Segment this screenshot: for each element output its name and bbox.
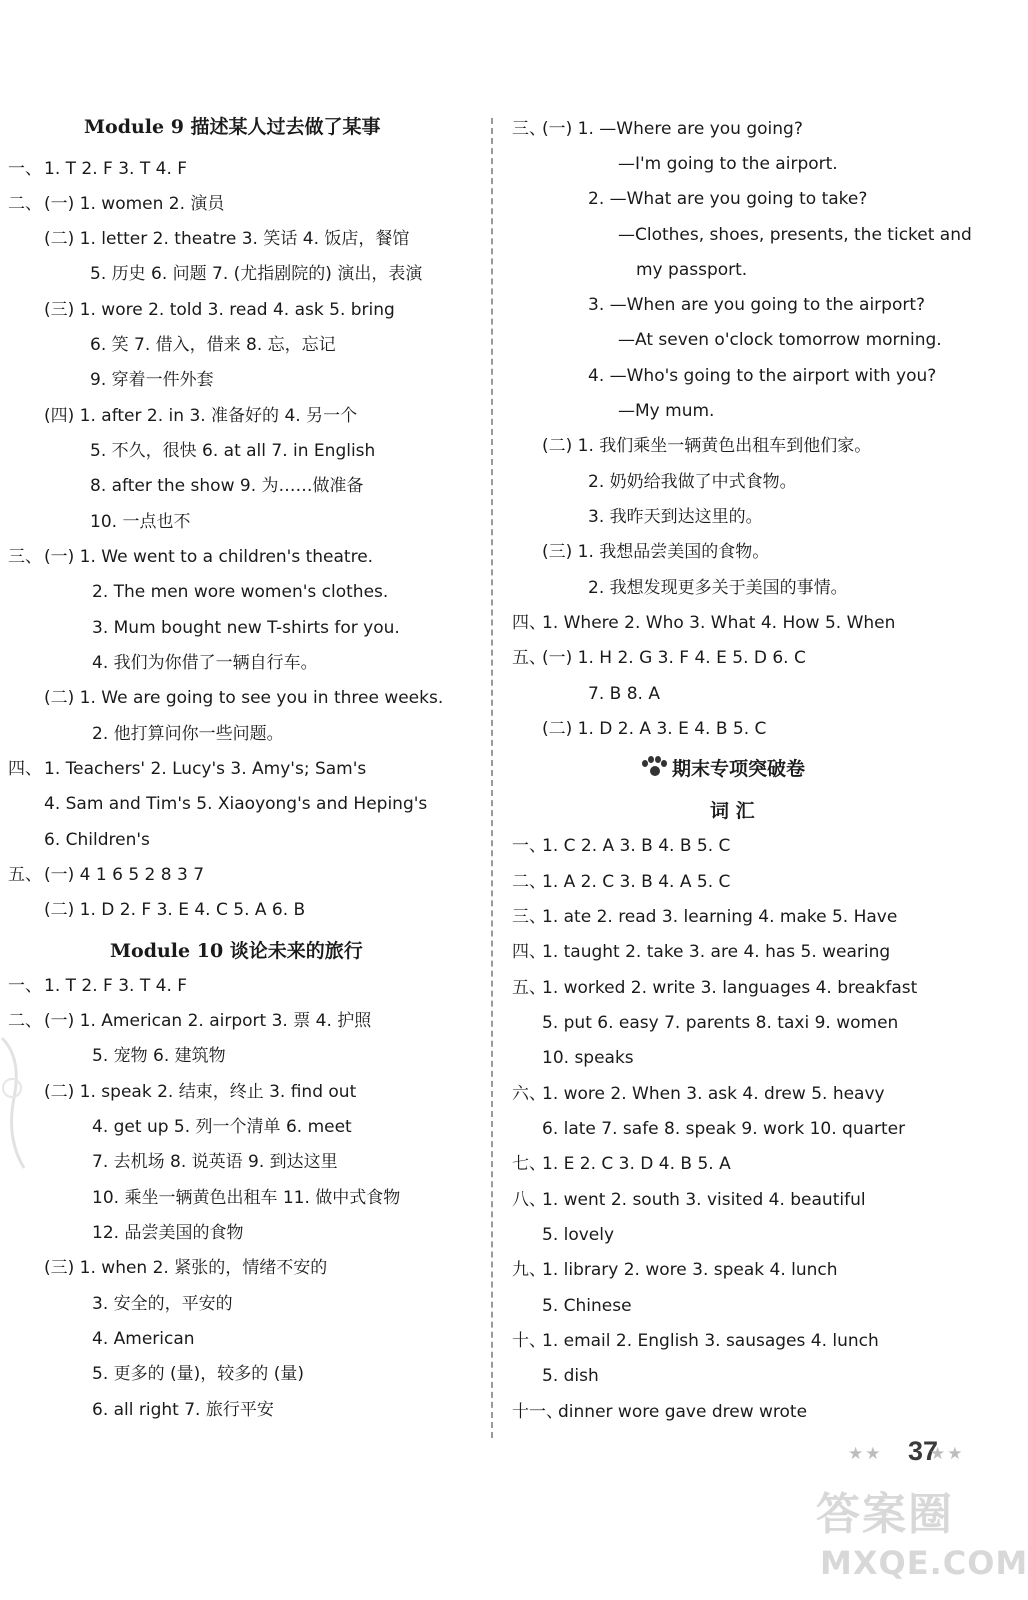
answer-line: 1. T 2. F 3. T 4. F [44,159,188,179]
question-number: 五、 [8,865,42,885]
answer-line: (一) 1. We went to a children's theatre. [44,547,374,567]
answer-line: 5. Chinese [542,1296,632,1316]
answer-line: 5. 历史 6. 问题 7. (尤指剧院的) 演出，表演 [90,264,423,284]
answer-line: 2. The men wore women's clothes. [92,582,389,602]
answer-line: 3. —When are you going to the airport? [588,295,926,315]
question-number: 十一、 [512,1402,563,1422]
answer-line: 10. 乘坐一辆黄色出租车 11. 做中式食物 [92,1188,401,1208]
question-number: 七、 [512,1154,546,1174]
answer-line: (二) 1. D 2. F 3. E 4. C 5. A 6. B [44,900,306,920]
answer-line: 6. 笑 7. 借入，借来 8. 忘，忘记 [90,335,336,355]
answer-line: 5. lovely [542,1225,615,1245]
answer-line: 12. 品尝美国的食物 [92,1223,244,1243]
answer-line: 4. —Who's going to the airport with you? [588,366,937,386]
answer-line: 2. —What are you going to take? [588,189,868,209]
question-number: 八、 [512,1190,546,1210]
subheading: 词 汇 [710,800,755,822]
answer-line: 4. Sam and Tim's 5. Xiaoyong's and Heping's [44,794,428,814]
answer-line: (一) 1. H 2. G 3. F 4. E 5. D 6. C [542,648,806,668]
answer-line: 9. 穿着一件外套 [90,370,214,390]
answer-line: —My mum. [618,401,715,421]
answer-line: 2. 奶奶给我做了中式食物。 [588,472,797,492]
answer-line: (三) 1. wore 2. told 3. read 4. ask 5. bring [44,300,395,320]
answer-line: my passport. [636,260,748,280]
answer-line: 3. 安全的，平安的 [92,1294,233,1314]
answer-line: (四) 1. after 2. in 3. 准备好的 4. 另一个 [44,406,358,426]
question-number: 一、 [512,836,546,856]
answer-line: 1. wore 2. When 3. ask 4. drew 5. heavy [542,1084,885,1104]
answer-line: 3. 我昨天到达这里的。 [588,507,763,527]
question-number: 六、 [512,1084,546,1104]
answer-line: (一) 1. women 2. 演员 [44,194,225,214]
answer-line: 1. T 2. F 3. T 4. F [44,976,188,996]
answer-line: 1. taught 2. take 3. are 4. has 5. wearing [542,942,891,962]
answer-line: 1. library 2. wore 3. speak 4. lunch [542,1260,838,1280]
answer-line: (二) 1. We are going to see you in three weeks. [44,688,444,708]
answer-line: 8. after the show 9. 为……做准备 [90,476,364,496]
answer-line: 6. all right 7. 旅行平安 [92,1400,274,1420]
question-number: 四、 [8,759,42,779]
answer-line: 10. speaks [542,1048,634,1068]
answer-line: 10. 一点也不 [90,512,191,532]
answer-line: 4. American [92,1329,195,1349]
answer-line: 5. 更多的 (量)，较多的 (量) [92,1364,304,1384]
answer-line: dinner wore gave drew wrote [558,1402,808,1422]
answer-line: 5. put 6. easy 7. parents 8. taxi 9. women [542,1013,899,1033]
answer-line: 3. Mum bought new T-shirts for you. [92,618,400,638]
answer-line: 5. dish [542,1366,599,1386]
answer-line: 1. email 2. English 3. sausages 4. lunch [542,1331,879,1351]
answer-line: 5. 宠物 6. 建筑物 [92,1046,226,1066]
question-number: 九、 [512,1260,546,1280]
question-number: 三、 [512,907,546,927]
answer-line: 6. late 7. safe 8. speak 9. work 10. quarter [542,1119,906,1139]
answer-line: 1. A 2. C 3. B 4. A 5. C [542,872,731,892]
answer-line: 6. Children's [44,830,150,850]
module-heading: Module 9 描述某人过去做了某事 [84,116,381,138]
answer-line: (二) 1. D 2. A 3. E 4. B 5. C [542,719,767,739]
answer-line: (三) 1. when 2. 紧张的，情绪不安的 [44,1258,328,1278]
answer-line: —I'm going to the airport. [618,154,838,174]
answer-line: 2. 我想发现更多关于美国的事情。 [588,578,848,598]
column-divider [491,118,493,1438]
answer-line: —Clothes, shoes, presents, the ticket and [618,225,972,245]
answer-line: (一) 1. American 2. airport 3. 票 4. 护照 [44,1011,372,1031]
star-icon-right: ★★ [930,1444,965,1464]
answer-line: (一) 4 1 6 5 2 8 3 7 [44,865,205,885]
answer-line: 7. 去机场 8. 说英语 9. 到达这里 [92,1152,338,1172]
question-number: 五、 [512,978,546,998]
section-heading-text: 期末专项突破卷 [672,758,806,780]
question-number: 二、 [8,194,42,214]
answer-line: (一) 1. —Where are you going? [542,119,803,139]
question-number: 二、 [8,1011,42,1031]
answer-line: 4. 我们为你借了一辆自行车。 [92,653,318,673]
star-icon-left: ★★ [848,1444,883,1464]
answer-line: (二) 1. 我们乘坐一辆黄色出租车到他们家。 [542,436,872,456]
question-number: 三、 [8,547,42,567]
answer-line: 1. C 2. A 3. B 4. B 5. C [542,836,731,856]
decorative-sketch [0,1018,30,1178]
question-number: 十、 [512,1331,546,1351]
answer-line: 1. E 2. C 3. D 4. B 5. A [542,1154,731,1174]
answer-line: 1. worked 2. write 3. languages 4. breakfast [542,978,918,998]
answer-line: (二) 1. speak 2. 结束，终止 3. find out [44,1082,357,1102]
question-number: 四、 [512,942,546,962]
answer-line: (二) 1. letter 2. theatre 3. 笑话 4. 饭店，餐馆 [44,229,410,249]
answer-line: 1. ate 2. read 3. learning 4. make 5. Have [542,907,898,927]
question-number: 一、 [8,159,42,179]
question-number: 四、 [512,613,546,633]
answer-line: 4. get up 5. 列一个清单 6. meet [92,1117,352,1137]
paw-icon [642,756,666,778]
answer-line: (三) 1. 我想品尝美国的食物。 [542,542,770,562]
answer-line: 1. went 2. south 3. visited 4. beautiful [542,1190,866,1210]
page-number: 37 [907,1436,938,1466]
answer-line: 7. B 8. A [588,684,660,704]
answer-line: —At seven o'clock tomorrow morning. [618,330,942,350]
question-number: 一、 [8,976,42,996]
answer-line: 5. 不久，很快 6. at all 7. in English [90,441,376,461]
question-number: 三、 [512,119,546,139]
question-number: 二、 [512,872,546,892]
answer-line: 1. Teachers' 2. Lucy's 3. Amy's; Sam's [44,759,367,779]
section-heading [642,754,805,781]
answer-line: 1. Where 2. Who 3. What 4. How 5. When [542,613,896,633]
watermark-logo: 答案圈 MXQE.COM [816,1489,1028,1582]
answer-line: 2. 他打算问你一些问题。 [92,724,284,744]
question-number: 五、 [512,648,546,668]
module-heading: Module 10 谈论未来的旅行 [110,940,363,962]
